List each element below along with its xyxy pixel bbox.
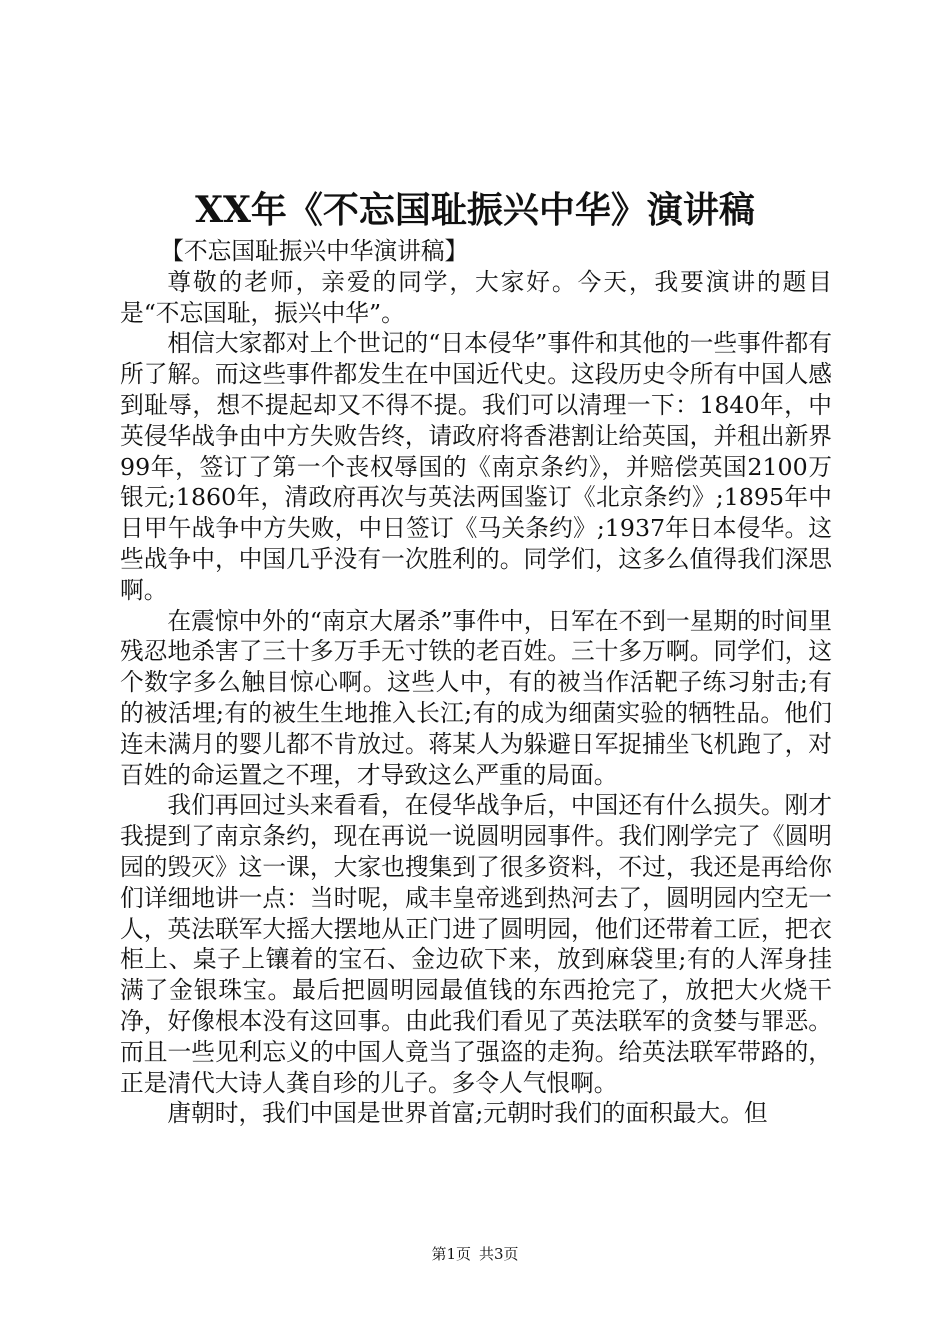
page-number: 第1页	[431, 1245, 471, 1263]
paragraph-3: 在震惊中外的“南京大屠杀”事件中，日军在不到一星期的时间里残忍地杀害了三十多万手无寸铁的老百姓。三十多万啊。同学们，这个数字多么触目惊心啊。这些人中，有的被当作活靶子练习射击;有的被活埋;有的被生生地推入长江;有的成为细菌实验的牺牲品。他们连未满月的婴儿都不肯放过。蒋某人为躲避日军捉捕坐飞机跑了，对百姓的命运置之不理，才导致这么严重的局面。	[120, 606, 832, 789]
document-title: XX年《不忘国耻振兴中华》演讲稿	[195, 189, 755, 231]
subheading: 【不忘国耻振兴中华演讲稿】	[160, 237, 469, 265]
paragraph-5: 唐朝时，我们中国是世界首富;元朝时我们的面积最大。但	[167, 1099, 768, 1128]
paragraph-2: 相信大家都对上个世记的“日本侵华”事件和其他的一些事件都有所了解。而这些事件都发生在中国近代史。这段历史令所有中国人感到耻辱，想不提起却又不得不提。我们可以清理一下：1840年，中英侵华战争由中方失败告终，请政府将香港割让给英国，并租出新界99年，签订了第一个丧权辱国的《南京条约》，并赔偿英国2100万银元;1860年，清政府再次与英法两国鉴订《北京条约》;1895年中日甲午战争中方失败，中日签订《马关条约》;1937年日本侵华。这些战争中，中国几乎没有一次胜利的。同学们，这多么值得我们深思啊。	[120, 329, 832, 604]
page-total: 共3页	[479, 1245, 519, 1263]
page-footer	[0, 1244, 950, 1264]
document-body	[120, 236, 832, 1129]
paragraph-1: 尊敬的老师，亲爱的同学，大家好。今天，我要演讲的题目是“不忘国耻，振兴中华”。	[120, 267, 832, 327]
paragraph-4: 我们再回过头来看看，在侵华战争后，中国还有什么损失。刚才我提到了南京条约，现在再说一说圆明园事件。我们刚学完了《圆明园的毁灭》这一课，大家也搜集到了很多资料，不过，我还是再给你们详细地讲一点：当时呢，咸丰皇帝逃到热河去了，圆明园内空无一人，英法联军大摇大摆地从正门进了圆明园，他们还带着工匠，把衣柜上、桌子上镶着的宝石、金边砍下来，放到麻袋里;有的人浑身挂满了金银珠宝。最后把圆明园最值钱的东西抢完了，放把大火烧干净，好像根本没有这回事。由此我们看见了英法联军的贪婪与罪恶。而且一些见利忘义的中国人竟当了强盗的走狗。给英法联军带路的，正是清代大诗人龚自珍的儿子。多令人气恨啊。	[120, 791, 832, 1097]
